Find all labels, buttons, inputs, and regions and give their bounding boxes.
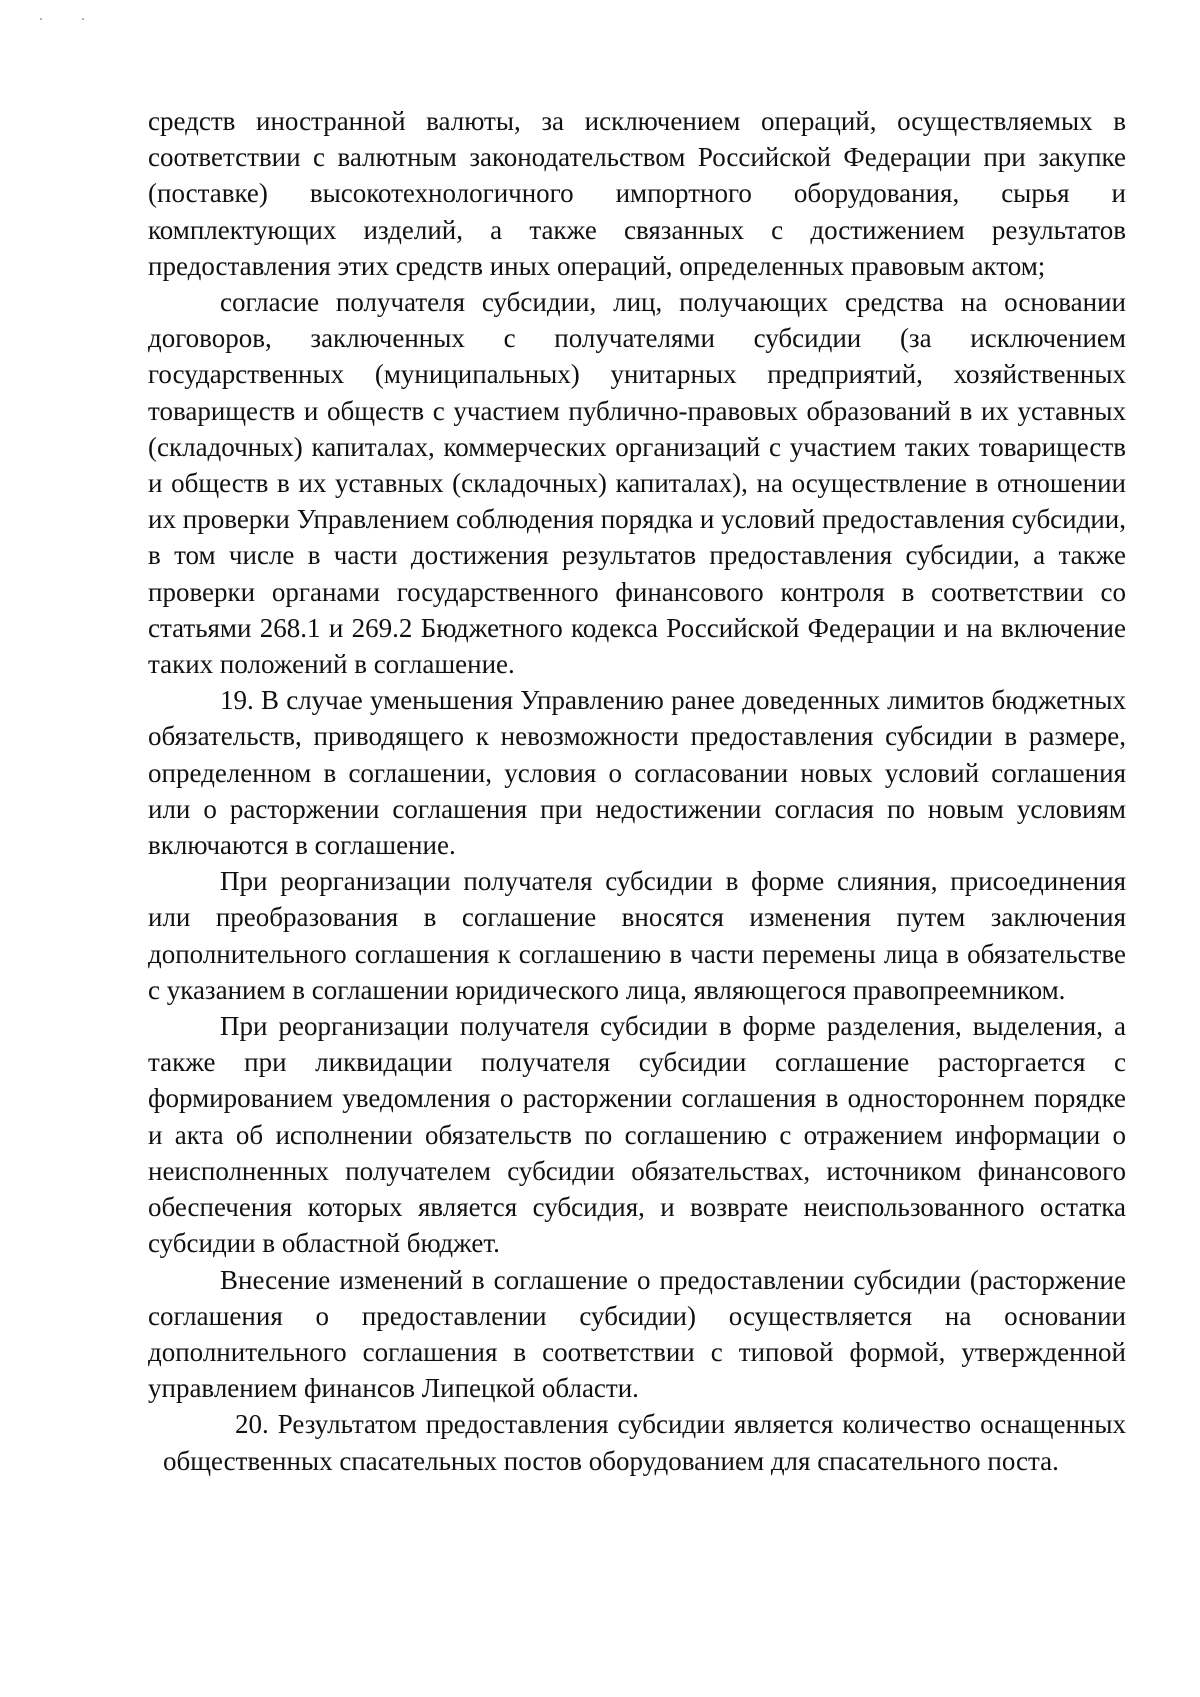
paragraph-continuation: средств иностранной валюты, за исключением операций, осуществляемых в соответствии с валютным законодательством Российской Федерации при закупке (поставке) высокотехнологичного импортного оборудования, сырья и комплектующих изделий, а также связанных с достижением результатов предоставления этих средств иных операций, определенных правовым актом; [148, 106, 1126, 281]
paragraph-clause-19: 19. В случае уменьшения Управлению ранее доведенных лимитов бюджетных обязательств, приводящего к невозможности предоставления субсидии в размере, определенном в соглашении, условия о согласовании новых условий соглашения или о расторжении соглашения при недостижении согласия по новым условиям включаются в соглашение. [148, 685, 1126, 861]
scan-speck [40, 18, 42, 20]
paragraph-consent: согласие получателя субсидии, лиц, получающих средства на основании договоров, заключенных с получателями субсидии (за исключением государственных (муниципальных) унитарных предприятий, хозяйственных товариществ и обществ с участием публично-правовых образований в их уставных (складочных) капиталах, коммерческих организаций с участием таких товариществ и обществ в их уставных (складочных) капиталах), на осуществление в отношении их проверки Управлением соблюдения порядка и условий предоставления субсидии, в том числе в части достижения результатов предоставления субсидии, а также проверки органами государственного финансового контроля в соответствии со статьями 268.1 и 269.2 Бюджетного кодекса Российской Федерации и на включение таких положений в соглашение. [148, 287, 1126, 680]
paragraph-amendments: Внесение изменений в соглашение о предоставлении субсидии (расторжение соглашения о предоставлении субсидии) осуществляется на основании дополнительного соглашения в соответствии с типовой формой, утвержденной управлением финансов Липецкой области. [148, 1264, 1126, 1404]
paragraph-clause-20: 20. Результатом предоставления субсидии является количество оснащенных общественных спасательных постов оборудованием для спасательного поста. [163, 1409, 1126, 1476]
scan-speck [82, 18, 84, 20]
paragraph-reorganization-division: При реорганизации получателя субсидии в форме разделения, выделения, а также при ликвидации получателя субсидии соглашение расторгается с формированием уведомления о расторжении соглашения в одностороннем порядке и акта об исполнении обязательств по соглашению с отражением информации о неисполненных получателем субсидии обязательствах, источником финансового обеспечения которых является субсидия, и возврате неиспользованного остатка субсидии в областной бюджет. [148, 1011, 1126, 1259]
document-body [148, 103, 1126, 1479]
paragraph-reorganization-merger: При реорганизации получателя субсидии в форме слияния, присоединения или преобразования в соглашение вносятся изменения путем заключения дополнительного соглашения к соглашению в части перемены лица в обязательстве с указанием в соглашении юридического лица, являющегося правопреемником. [148, 866, 1126, 1005]
